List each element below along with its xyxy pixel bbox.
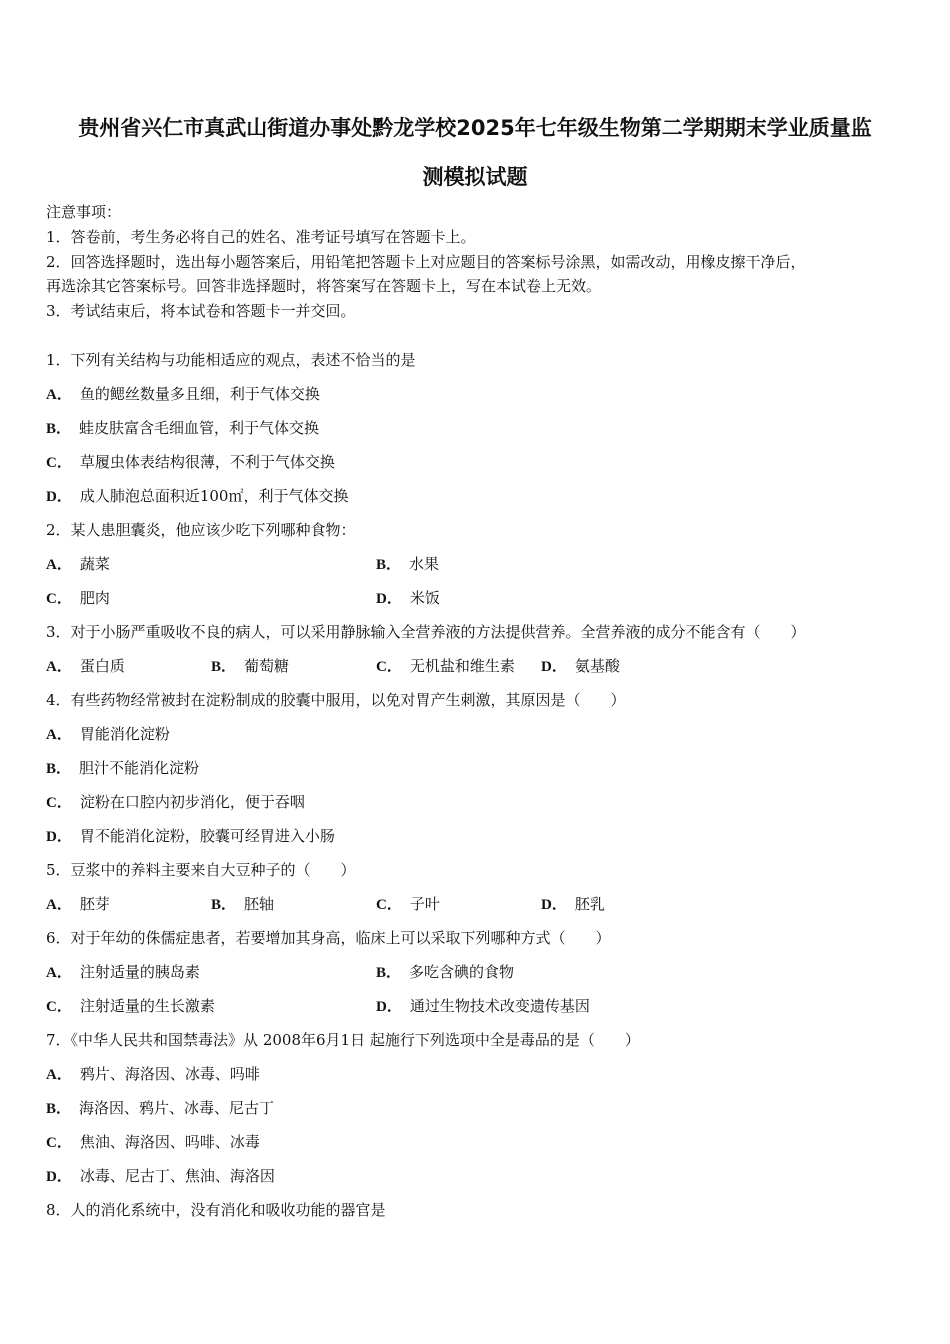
option-text: 淀粉在口腔内初步消化，便于吞咽: [79, 793, 305, 811]
notice-heading: 注意事项：: [46, 203, 122, 221]
option-text: 通过生物技术改变遗传基因: [409, 997, 590, 1015]
option-text: 多吃含碘的食物: [409, 963, 515, 981]
option-text: 子叶: [409, 895, 440, 913]
notice-item: 3．考试结束后，将本试卷和答题卡一并交回。: [46, 302, 356, 320]
option-text: 胃不能消化淀粉，胶囊可经胃进入小肠: [79, 827, 335, 845]
option-d: [541, 656, 620, 677]
option-d: [376, 588, 440, 609]
option-text: 胚乳: [574, 895, 605, 913]
option-label: A．: [46, 557, 72, 573]
option-label: A．: [46, 1067, 72, 1083]
option-c: [46, 1132, 260, 1153]
page-title-continued: 测模拟试题: [422, 165, 528, 189]
question-stem: 6．对于年幼的侏儒症患者，若要增加其身高，临床上可以采取下列哪种方式（ ）: [46, 929, 611, 947]
option-label: A．: [46, 965, 72, 981]
option-text: 米饭: [409, 589, 440, 607]
option-text: 成人肺泡总面积近100㎡，利于气体交换: [79, 487, 349, 505]
option-text: 胚轴: [244, 895, 275, 913]
question-stem: 5．豆浆中的养料主要来自大豆种子的（ ）: [46, 861, 356, 879]
question-stem: 8．人的消化系统中，没有消化和吸收功能的器官是: [46, 1201, 386, 1219]
option-label: A．: [46, 897, 72, 913]
option-c: [376, 656, 515, 677]
option-c: [46, 588, 110, 609]
option-label: D．: [541, 659, 567, 675]
option-c: [46, 996, 215, 1017]
page-title: 贵州省兴仁市真武山街道办事处黔龙学校2025年七年级生物第二学期期末学业质量监: [78, 116, 872, 140]
option-label: B．: [46, 1101, 72, 1117]
option-b: [46, 1098, 274, 1119]
option-b: [46, 758, 199, 779]
option-text: 海洛因、鸦片、冰毒、尼古丁: [79, 1099, 275, 1117]
option-b: [376, 554, 439, 575]
option-label: B．: [46, 421, 72, 437]
option-text: 鱼的鳃丝数量多且细，利于气体交换: [79, 385, 320, 403]
option-label: B．: [211, 897, 237, 913]
option-text: 草履虫体表结构很薄，不利于气体交换: [79, 453, 335, 471]
option-d: [46, 826, 335, 847]
option-a: [46, 1064, 260, 1085]
option-label: C．: [46, 1135, 72, 1151]
option-b: [211, 894, 274, 915]
option-b: [211, 656, 289, 677]
option-text: 焦油、海洛因、吗啡、冰毒: [79, 1133, 260, 1151]
option-text: 水果: [409, 555, 440, 573]
option-label: C．: [46, 455, 72, 471]
option-b: [46, 418, 319, 439]
option-d: [541, 894, 605, 915]
option-label: C．: [46, 795, 72, 811]
option-a: [46, 384, 320, 405]
option-text: 蛙皮肤富含毛细血管，利于气体交换: [79, 419, 320, 437]
option-text: 胆汁不能消化淀粉: [79, 759, 200, 777]
option-text: 蛋白质: [79, 657, 125, 675]
option-c: [376, 894, 440, 915]
option-text: 冰毒、尼古丁、焦油、海洛因: [79, 1167, 275, 1185]
option-text: 注射适量的胰岛素: [79, 963, 200, 981]
question-stem: 3．对于小肠严重吸收不良的病人，可以采用静脉输入全营养液的方法提供营养。全营养液的成分不能含有（ ）: [46, 623, 806, 641]
notice-item: 1．答卷前，考生务必将自己的姓名、准考证号填写在答题卡上。: [46, 228, 476, 246]
option-label: D．: [376, 591, 402, 607]
option-label: C．: [46, 591, 72, 607]
option-label: D．: [541, 897, 567, 913]
option-label: C．: [46, 999, 72, 1015]
option-label: D．: [46, 489, 72, 505]
option-text: 注射适量的生长激素: [79, 997, 215, 1015]
option-text: 肥肉: [79, 589, 110, 607]
option-label: C．: [376, 897, 402, 913]
option-label: B．: [376, 965, 402, 981]
option-label: B．: [211, 659, 237, 675]
option-label: D．: [376, 999, 402, 1015]
option-text: 葡萄糖: [244, 657, 290, 675]
option-b: [376, 962, 514, 983]
option-label: A．: [46, 659, 72, 675]
option-text: 胚芽: [79, 895, 110, 913]
option-a: [46, 554, 110, 575]
question-stem: 7．《中华人民共和国禁毒法》从 2008年6月1日 起施行下列选项中全是毒品的是（ ）: [46, 1031, 640, 1049]
option-d: [46, 486, 348, 507]
option-c: [46, 792, 305, 813]
option-text: 无机盐和维生素: [409, 657, 515, 675]
option-label: D．: [46, 829, 72, 845]
option-label: B．: [376, 557, 402, 573]
option-a: [46, 724, 170, 745]
option-label: A．: [46, 727, 72, 743]
question-stem: 2．某人患胆囊炎，他应该少吃下列哪种食物：: [46, 521, 356, 539]
option-text: 氨基酸: [574, 657, 620, 675]
option-d: [376, 996, 590, 1017]
option-label: D．: [46, 1169, 72, 1185]
option-text: 鸦片、海洛因、冰毒、吗啡: [79, 1065, 260, 1083]
option-label: A．: [46, 387, 72, 403]
option-label: B．: [46, 761, 72, 777]
option-c: [46, 452, 335, 473]
option-text: 蔬菜: [79, 555, 110, 573]
option-d: [46, 1166, 275, 1187]
option-text: 胃能消化淀粉: [79, 725, 170, 743]
option-label: C．: [376, 659, 402, 675]
notice-item: 再选涂其它答案标号。回答非选择题时，将答案写在答题卡上，写在本试卷上无效。: [46, 277, 602, 295]
option-a: [46, 894, 110, 915]
notice-item: 2．回答选择题时，选出每小题答案后，用铅笔把答题卡上对应题目的答案标号涂黑，如需改动，用橡皮擦干净后，: [46, 253, 806, 271]
question-stem: 4．有些药物经常被封在淀粉制成的胶囊中服用，以免对胃产生刺激，其原因是（ ）: [46, 691, 626, 709]
option-a: [46, 656, 125, 677]
option-a: [46, 962, 200, 983]
question-stem: 1．下列有关结构与功能相适应的观点，表述不恰当的是: [46, 351, 416, 369]
